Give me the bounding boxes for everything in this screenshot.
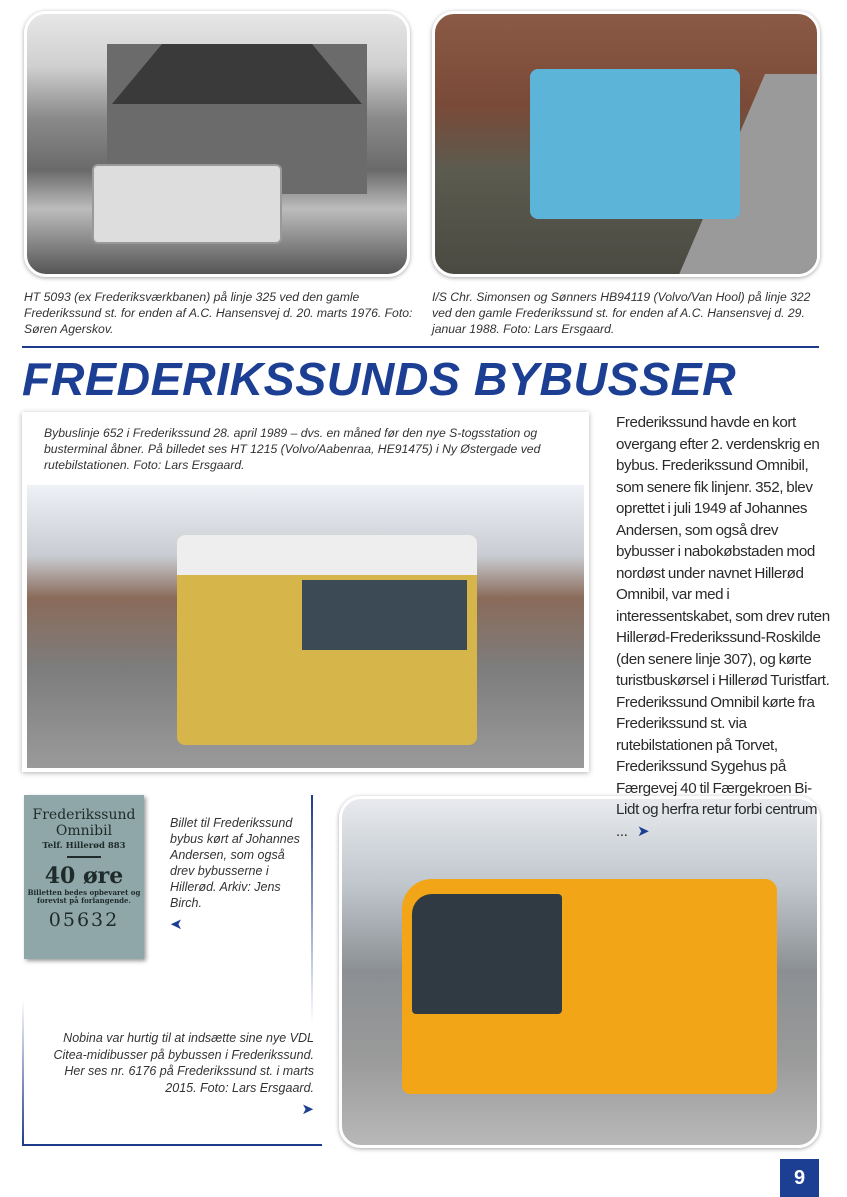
ticket-line1: Frederikssund xyxy=(32,807,136,823)
ticket-number: 05632 xyxy=(48,909,120,931)
pointer-right-icon: ➤ xyxy=(301,1101,314,1118)
pointer-left-icon: ➤ xyxy=(170,916,183,933)
frame-line xyxy=(22,1000,24,1146)
ticket-line2: Omnibil xyxy=(55,823,113,839)
frame-line xyxy=(22,1144,322,1146)
ticket-price: 40 øre xyxy=(44,863,124,889)
ticket-image xyxy=(24,795,144,959)
photo-blue-bus-1988 xyxy=(432,11,820,277)
photo-bus-652-1989 xyxy=(27,485,584,768)
photo-vdl-citea-2015 xyxy=(339,796,820,1148)
continue-arrow-icon: ➤ xyxy=(630,822,650,840)
page-number: 9 xyxy=(780,1159,819,1197)
article-text: Frederikssund havde en kort overgang efter 2. verdenskrig en bybus. Frederikssund Omnibil, som senere fik linjenr. 352, blev oprettet i juli 1949 af Johannes Andersen, som også drev bybusser i nabokøbstaden mod nordøst under navnet Hillerød Omnibil, var med i interessentskabet, som drev ruten Hillerød-Frederikssund-Roskilde (den senere linje 307), og kørte turistbuskørsel i Hillerød Turistfart. Frederikssund Omnibil kørte fra Frederikssund st. via rutebilstationen på Torvet, Frederikssund Sygehus på Færgevej 40 til Færgekroen Bi-Lidt og herfra retur forbi centrum xyxy=(616,414,830,818)
divider xyxy=(22,346,819,348)
ellipsis: ... xyxy=(616,822,628,840)
frame-line xyxy=(311,795,313,1025)
ticket-phone: Telf. Hillerød 883 xyxy=(42,841,126,851)
photo4-caption-block xyxy=(40,1030,314,1119)
page-title: FREDERIKSSUNDS BYBUSSER xyxy=(22,353,737,405)
photo-box-652 xyxy=(22,412,589,772)
photo-old-bus-station-1976 xyxy=(24,11,410,277)
caption-photo4: Nobina var hurtig til at indsætte sine nye VDL Citea-midibusser på bybussen i Frederikssund. Her ses nr. 6176 på Frederikssund st. i marts 2015. Foto: Lars Ersgaard. xyxy=(53,1031,314,1095)
caption-photo1: HT 5093 (ex Frederiksværkbanen) på linje 325 ved den gamle Frederikssund st. for enden af A.C. Hansensvej d. 20. marts 1976. Foto: Søren Agerskov. xyxy=(24,290,413,336)
caption-ticket: Billet til Frederikssund bybus kørt af Johannes Andersen, som også drev bybusserne i Hillerød. Arkiv: Jens Birch. xyxy=(170,816,300,910)
caption-photo2: I/S Chr. Simonsen og Sønners HB94119 (Volvo/Van Hool) på linje 322 ved den gamle Frederikssund st. for enden af A.C. Hansensvej d. 29. januar 1988. Foto: Lars Ersgaard. xyxy=(432,290,811,336)
ticket-note: Billetten bedes opbevaret og forevist på forlangende. xyxy=(27,888,141,905)
caption-photo3: Bybuslinje 652 i Frederikssund 28. april 1989 – dvs. en måned før den nye S-togsstation og busterminal åbner. På billedet ses HT 1215 (Volvo/Aabenraa, HE91475) i Ny Østergade ved rutebilstationen. Foto: Lars Ersgaard. xyxy=(44,426,541,472)
article-body xyxy=(616,412,834,842)
ticket-caption-block xyxy=(170,815,306,933)
